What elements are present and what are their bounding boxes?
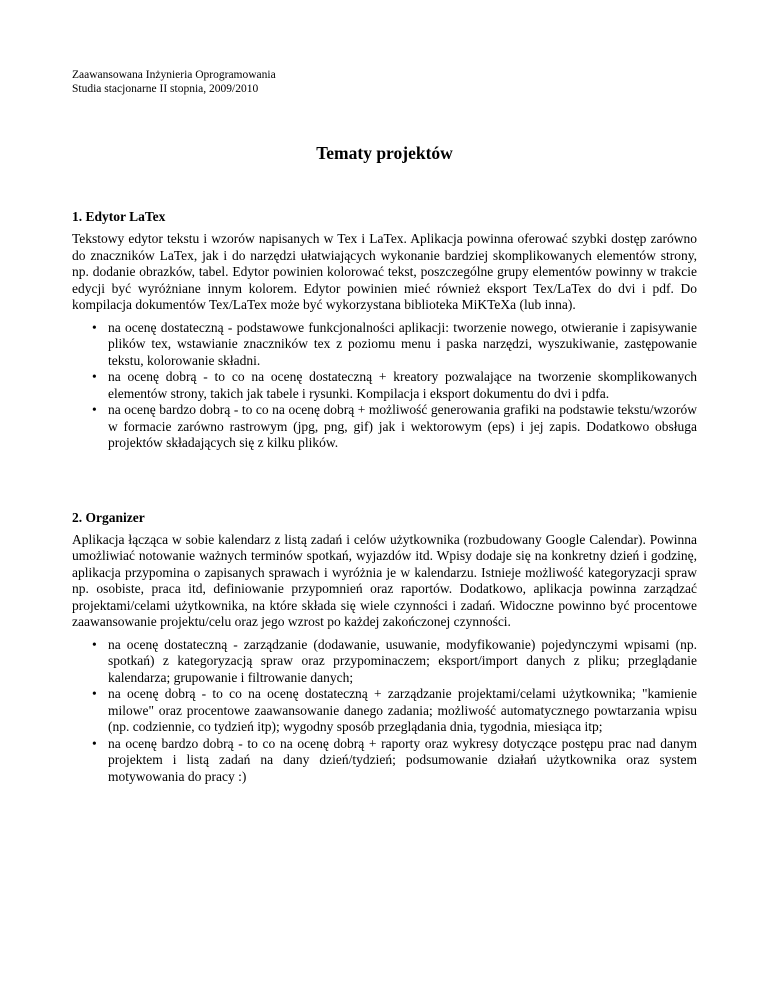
list-item	[92, 319, 697, 370]
section-description: Aplikacja łącząca w sobie kalendarz z listą zadań i celów użytkownika (rozbudowany Google Calendar). Powinna umożliwiać notowanie ważnych terminów spotkań, wyjazdów itd. Wpisy dodaje się na konkretny dzień i godzinę, aplikacja przypomina o zapisanych sprawach i wyróżnia je w kalendarzu. Istnieje możliwość kategoryzacji spraw np. osobiste, praca itd, definiowanie przypomnień oraz raportów. Dodatkowo, aplikacja powinna zarządzać projektami/celami użytkownika, na które składa się wiele czynności i zadań. Widoczne powinno być procentowe zaawansowanie projektu/celu oraz jego wzrost po każdej zakończonej czynności.	[72, 531, 697, 629]
section-description: Tekstowy edytor tekstu i wzorów napisanych w Tex i LaTex. Aplikacja powinna oferować szybki dostęp zarówno do znaczników LaTex, jak i do narzędzi ułatwiających wykonanie bardziej skomplikowanych elementów strony, np. dodanie obrazków, tabel. Edytor powinien kolorować tekst, poszczególne grupy elementów powinny w trakcie edycji być wyróżniane innym kolorem. Edytor powinien mieć również eksport Tex/LaTex do dvi i pdf. Do kompilacja dokumentów Tex/LaTex może być wykorzystana biblioteka MiKTeXa (lub inna).	[72, 231, 697, 312]
bullet-icon: •	[92, 636, 97, 652]
section-organizer	[72, 509, 697, 786]
list-item	[92, 369, 697, 402]
section-heading: 2. Organizer	[72, 509, 145, 525]
section-latex-editor	[72, 208, 697, 452]
bullet-icon: •	[92, 686, 97, 701]
list-item-text: na ocenę dobrą - to co na ocenę dostateczną + kreatory pozwalające na tworzenie skomplikowanych elementów strony, takich jak tabele i rysunki. Kompilacja i eksport dokumentu do dvi i pdfa.	[108, 369, 697, 401]
grade-requirements-list	[72, 637, 697, 786]
list-item-text: na ocenę bardzo dobrą - to co na ocenę dobrą + raporty oraz wykresy dotyczące postępu prac nad danym projektem i listą zadań na dany dzień/tydzień; podsumowanie działań użytkownika oraz system motywowania do pracy :)	[108, 735, 697, 784]
course-name: Zaawansowana Inżynieria Oprogramowania	[72, 69, 276, 81]
list-item-text: na ocenę bardzo dobrą - to co na ocenę dobrą + możliwość generowania grafiki na podstawie tekstu/wzorów w formacie zarówno rastrowym (jpg, png, gif) jak i wektorowym (eps) i jej zapis. Dodatkowo obsługa projektów składających się z kilku plików.	[108, 402, 697, 450]
bullet-icon: •	[92, 319, 97, 335]
bullet-icon: •	[92, 735, 97, 751]
section-heading: 1. Edytor LaTex	[72, 209, 166, 224]
page-title: Tematy projektów	[316, 143, 453, 163]
list-item	[92, 402, 697, 452]
grade-requirements-list	[72, 320, 697, 452]
list-item-text: na ocenę dostateczną - podstawowe funkcjonalności aplikacji: tworzenie nowego, otwieranie i zapisywanie plików tex, wstawianie znaczników tex z poziomu menu i paska narzędzi, wyszukiwanie, zastępowanie tekstu, kolorowanie składni.	[108, 319, 697, 368]
list-item	[92, 735, 697, 786]
list-item-text: na ocenę dobrą - to co na ocenę dostateczną + zarządzanie projektami/celami użytkownika; "kamienie milowe" oraz procentowe zaawansowanie danego zadania; możliwość automatycznego powtarzania wpisu (np. codziennie, co tydzień itp); wygodny sposób przeglądania dnia, tygodnia, miesiąca itp;	[108, 686, 697, 734]
list-item	[92, 686, 697, 736]
list-item-text: na ocenę dostateczną - zarządzanie (dodawanie, usuwanie, modyfikowanie) pojedynczymi wpisami (np. spotkań) z kategoryzacją spraw oraz przypominaczem; eksport/import danych z pliku; przeglądanie kalendarza; grupowanie i filtrowanie danych;	[108, 636, 697, 685]
list-item	[92, 636, 697, 687]
bullet-icon: •	[92, 369, 97, 384]
study-program: Studia stacjonarne II stopnia, 2009/2010	[72, 83, 259, 95]
bullet-icon: •	[92, 402, 97, 417]
